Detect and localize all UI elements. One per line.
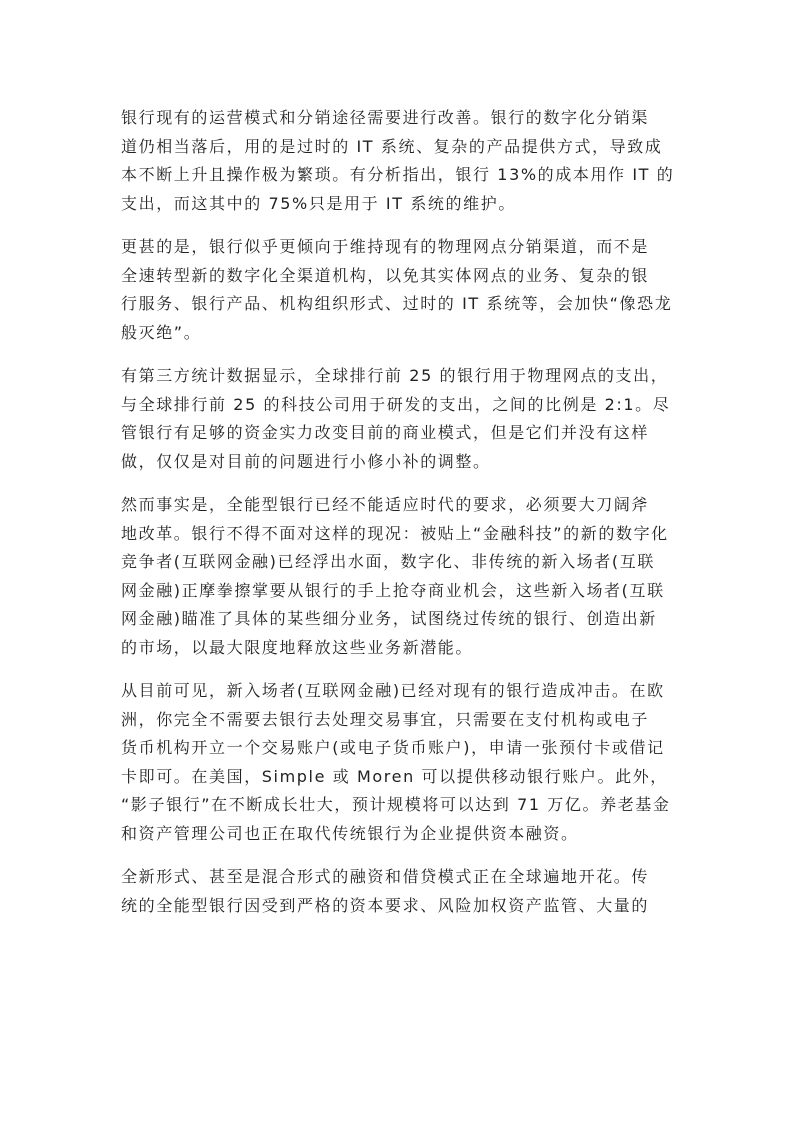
paragraph-6 — [121, 863, 681, 920]
text-line: 统的全能型银行因受到严格的资本要求、风险加权资产监管、大量的 — [121, 895, 650, 915]
paragraph-5 — [121, 677, 681, 848]
text-line: 网金融)正摩拳擦掌要从银行的手上抢夺商业机会，这些新入场者(互联 — [121, 580, 665, 600]
text-line: 道仍相当落后，用的是过时的 IT 系统、复杂的产品提供方式，导致成 — [121, 136, 663, 156]
text-line: 网金融)瞄准了具体的某些细分业务，试图绕过传统的银行、创造出新 — [121, 609, 657, 628]
text-line: 然而事实是，全能型银行已经不能适应时代的要求，必须要大刀阔斧 — [121, 495, 650, 514]
text-line: 和资产管理公司也正在取代传统银行为企业提供资本融资。 — [121, 823, 579, 843]
text-line: 货币机构开立一个交易账户(或电子货币账户)，申请一张预付卡或借记 — [121, 738, 665, 757]
text-line: 卡即可。在美国，Simple 或 Moren 可以提供移动银行账户。此外， — [121, 766, 668, 786]
text-line: “影子银行”在不断成长壮大，预计规模将可以达到 71 万亿。养老基金 — [121, 795, 671, 814]
text-line: 地改革。银行不得不面对这样的现况：被贴上“金融科技”的新的数字化 — [121, 523, 669, 543]
text-line: 与全球排行前 25 的科技公司用于研发的支出，之间的比例是 2:1。尽 — [121, 394, 671, 414]
text-line: 从目前可见，新入场者(互联网金融)已经对现有的银行造成冲击。在欧 — [121, 681, 665, 700]
text-line: 全新形式、甚至是混合形式的融资和借贷模式正在全球遍地开花。传 — [121, 867, 650, 886]
paragraph-1 — [121, 104, 681, 218]
text-line: 全速转型新的数字化全渠道机构，以免其实体网点的业务、复杂的银 — [121, 265, 650, 285]
text-line: 行服务、银行产品、机构组织形式、过时的 IT 系统等，会加快“像恐龙 — [121, 294, 673, 313]
text-line: 银行现有的运营模式和分销途径需要进行改善。银行的数字化分销渠 — [121, 108, 650, 127]
text-line: 更甚的是，银行似乎更倾向于维持现有的物理网点分销渠道，而不是 — [121, 237, 650, 256]
text-line: 竞争者(互联网金融)已经浮出水面，数字化、非传统的新入场者(互联 — [121, 552, 655, 571]
text-line: 本不断上升且操作极为繁琐。有分析指出，银行 13%的成本用作 IT 的 — [121, 165, 675, 184]
document-body — [121, 104, 681, 935]
text-line: 支出，而这其中的 75%只是用于 IT 系统的维护。 — [121, 193, 516, 213]
text-line: 的市场，以最大限度地释放这些业务新潜能。 — [121, 637, 474, 657]
text-line: 管银行有足够的资金实力改变目前的商业模式，但是它们并没有这样 — [121, 423, 650, 442]
text-line: 洲，你完全不需要去银行去处理交易事宜，只需要在支付机构或电子 — [121, 709, 650, 729]
paragraph-4 — [121, 491, 681, 662]
text-line: 般灭绝”。 — [121, 322, 202, 342]
paragraph-2 — [121, 233, 681, 347]
text-line: 有第三方统计数据显示，全球排行前 25 的银行用于物理网点的支出， — [121, 366, 669, 385]
text-line: 做，仅仅是对目前的问题进行小修小补的调整。 — [121, 451, 491, 471]
paragraph-3 — [121, 362, 681, 476]
